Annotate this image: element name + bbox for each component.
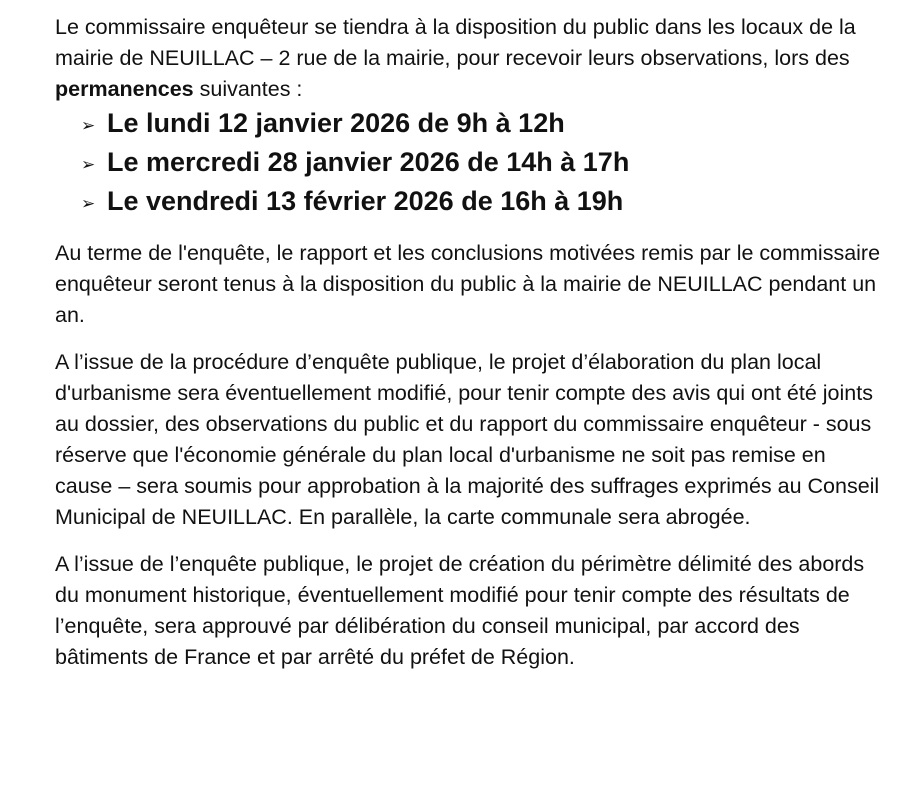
- arrow-bullet-icon: ➢: [81, 116, 96, 135]
- arrow-bullet-icon: ➢: [81, 194, 96, 213]
- permanence-text: Le mercredi 28 janvier 2026 de 14h à 17h: [107, 147, 630, 177]
- report-paragraph: Au terme de l'enquête, le rapport et les conclusions motivées remis par le commissaire enquêteur seront tenus à la disposition du public à la mairie de NEUILLAC pendant un an.: [55, 241, 881, 327]
- permanence-text: Le vendredi 13 février 2026 de 16h à 19h: [107, 186, 624, 216]
- plu-paragraph: A l’issue de la procédure d’enquête publique, le projet d’élaboration du plan local d'urbanisme sera éventuellement modifié, pour tenir compte des avis qui ont été joints au dossier, des observations du public et du rapport du commissaire enquêteur - sous réserve que l'économie générale du plan local d'urbanisme ne soit pas remise en cause – sera soumis pour approbation à la majorité des suffrages exprimés au Conseil Municipal de NEUILLAC. En parallèle, la carte communale sera abrogée.: [55, 350, 880, 529]
- permanence-item: [81, 144, 885, 183]
- permanence-item: [81, 183, 885, 222]
- permanence-item: [81, 105, 885, 144]
- document-body: [55, 12, 885, 673]
- intro-text-before: Le commissaire enquêteur se tiendra à la disposition du public dans les locaux de la mairie de NEUILLAC – 2 rue de la mairie, pour recevoir leurs observations, lors des: [55, 15, 856, 70]
- intro-text-after: suivantes :: [193, 77, 303, 101]
- intro-keyword: permanences: [55, 77, 194, 101]
- permanences-list: [55, 105, 885, 222]
- permanence-text: Le lundi 12 janvier 2026 de 9h à 12h: [107, 108, 565, 138]
- intro-paragraph: [55, 12, 885, 105]
- arrow-bullet-icon: ➢: [81, 155, 96, 174]
- pda-paragraph: A l’issue de l’enquête publique, le projet de création du périmètre délimité des abords du monument historique, éventuellement modifié pour tenir compte des résultats de l’enquête, sera approuvé par délibération du conseil municipal, par accord des bâtiments de France et par arrêté du préfet de Région.: [55, 552, 865, 669]
